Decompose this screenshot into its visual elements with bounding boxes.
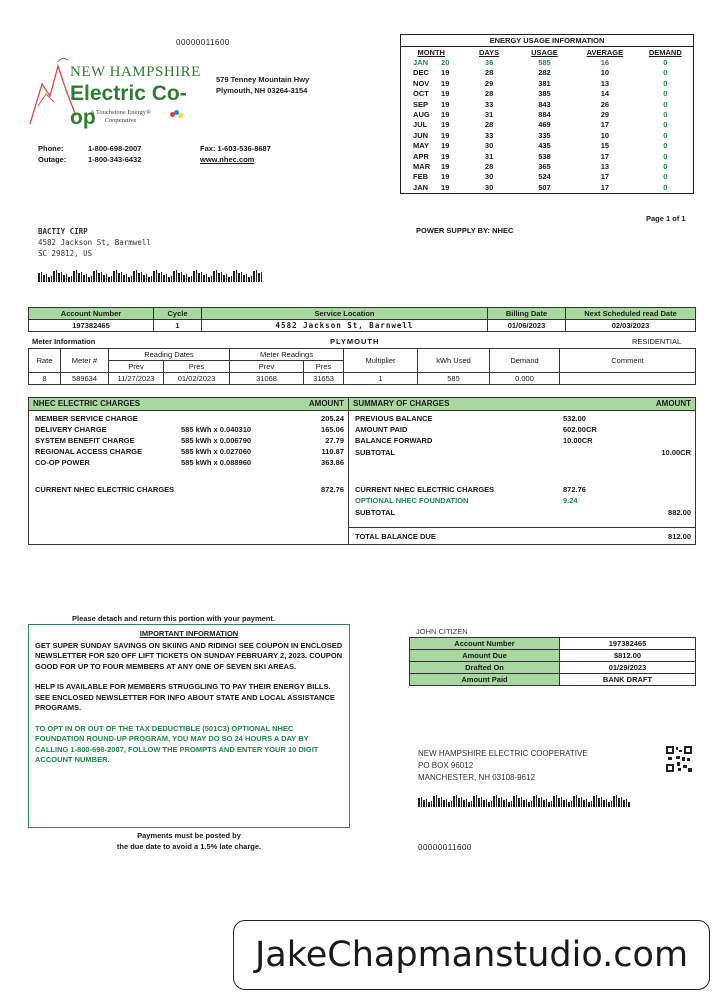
barcode-bar [191, 276, 193, 282]
barcode-bar [173, 271, 175, 282]
usage-title: ENERGY USAGE INFORMATION [401, 35, 693, 47]
barcode-bar [613, 796, 615, 807]
barcode-bar [83, 275, 85, 282]
remittance-row: Account Number 197382465 [410, 638, 696, 650]
barcode-bar [486, 799, 488, 807]
barcode-bar [248, 277, 250, 282]
logo-text-line2: Electric Co-op [70, 82, 187, 129]
barcode-bar [511, 801, 513, 807]
barcode-bar [53, 271, 55, 282]
barcode-bar [528, 802, 530, 807]
usage-row: FEB 19 30 524 17 0 [413, 172, 668, 182]
barcode-bar [108, 277, 110, 282]
service-location: 4582 Jackson St, Barnwell [202, 320, 488, 332]
usage-header-row: MONTH DAYS USAGE AVERAGE DEMAND [417, 48, 682, 57]
barcode-bar [226, 274, 228, 282]
remittance-row: Drafted On 01/29/2023 [410, 662, 696, 674]
barcode-bar [96, 270, 98, 282]
barcode-bar [231, 276, 233, 282]
barcode-bar [228, 277, 230, 282]
barcode-bar [438, 798, 440, 807]
barcode-bar [523, 800, 525, 807]
barcode-bar [513, 796, 515, 807]
logo-text-line1: NEW HAMPSHIRE [70, 64, 201, 80]
barcode-bar [571, 801, 573, 807]
nhec-charges: NHEC ELECTRIC CHARGES AMOUNT MEMBER SERVICE CHARGE 205.24 DELIVERY CHARGE 585 kWh x 0.040310 165.06 SYSTEM BENEFIT CHARGE 585 kWh x 0.006790 27.79 REGIONAL ACCESS CHARGE 585 kWh x 0.027060 110.87 CO-OP POWER 585 kWh x 0.088960 363.86 CURRENT NHEC ELECTRIC CHARGES 872.76 [29, 398, 349, 544]
usage-row: NOV 19 29 381 13 0 [413, 78, 668, 88]
barcode-bar [206, 274, 208, 282]
barcode-bar [566, 799, 568, 807]
barcode-bar [133, 271, 135, 282]
website-link[interactable]: www.nhec.com [200, 155, 255, 164]
barcode-bar [261, 272, 263, 282]
barcode-bar [153, 271, 155, 282]
charge-amount: 110.87 [321, 447, 344, 456]
barcode-bar [61, 272, 63, 282]
usage-row: JAN 20 36 585 16 0 [413, 58, 668, 67]
barcode-bar [461, 797, 463, 807]
barcode-bar [58, 273, 60, 282]
barcode-bar [136, 270, 138, 282]
barcode-bar [501, 797, 503, 807]
meter-table: Rate Meter # Reading Dates Meter Readings Multiplier kWh Used Demand Comment Prev Pres Prev Pres 8 589634 11/27/2023 01/02/2023 31068 31653 1 585 0.000 [28, 348, 696, 385]
barcode-bar [78, 273, 80, 282]
bottom-account-code: 00000011600 [418, 843, 472, 852]
barcode-bar [163, 275, 165, 282]
barcode-bar [93, 271, 95, 282]
barcode-bar [436, 795, 438, 807]
barcode-bar [423, 800, 425, 807]
barcode-bar [561, 797, 563, 807]
barcode-bar [223, 275, 225, 282]
barcode-bar [116, 270, 118, 282]
barcode-bar [253, 271, 255, 282]
charge-amount: 27.79 [325, 436, 344, 445]
barcode-bar [213, 271, 215, 282]
barcode-bar [583, 800, 585, 807]
barcode-bar [418, 798, 420, 807]
barcode-bar [188, 277, 190, 282]
barcode-bar [551, 801, 553, 807]
barcode-bar [616, 795, 618, 807]
charge-label: REGIONAL ACCESS CHARGE [35, 447, 143, 456]
barcode-bar [156, 270, 158, 282]
barcode-bar [451, 801, 453, 807]
qr-code-icon [666, 746, 692, 772]
barcode-bar [128, 277, 130, 282]
barcode-bar [86, 274, 88, 282]
barcode-bar [241, 272, 243, 282]
barcode-bar [456, 795, 458, 807]
barcode-bar [488, 802, 490, 807]
meter-info-label: Meter Information [32, 337, 96, 346]
barcode-bar [148, 277, 150, 282]
barcode-bar [556, 795, 558, 807]
barcode-bar [186, 274, 188, 282]
barcode-bar [541, 797, 543, 807]
barcode-bar [121, 272, 123, 282]
residential-label: RESIDENTIAL [632, 337, 682, 346]
barcode-bar [238, 273, 240, 282]
barcode-bar [256, 270, 258, 282]
barcode-bar [76, 270, 78, 282]
barcode-bar [46, 274, 48, 282]
barcode-bar [56, 270, 58, 282]
barcode-bar [208, 277, 210, 282]
barcode-bar [158, 273, 160, 282]
barcode-bar [111, 276, 113, 282]
logo-tagline: A Touchstone Energy® Cooperative [90, 109, 151, 124]
barcode-bar [548, 802, 550, 807]
usage-row: OCT 19 28 385 14 0 [413, 89, 668, 99]
barcode-bar [201, 272, 203, 282]
barcode-bar [558, 798, 560, 807]
barcode-bar [141, 272, 143, 282]
barcode-bar [73, 271, 75, 282]
barcode-bar [491, 801, 493, 807]
barcode-bar [608, 802, 610, 807]
barcode-bar [518, 798, 520, 807]
barcode-bar [428, 802, 430, 807]
barcode-bar [48, 277, 50, 282]
next-read-date: 02/03/2023 [566, 320, 696, 332]
barcode-bar [421, 797, 423, 807]
barcode-bar [233, 271, 235, 282]
barcode-bar [441, 797, 443, 807]
barcode-bar [598, 798, 600, 807]
energy-usage-table [400, 34, 694, 194]
barcode-bar [508, 802, 510, 807]
power-supply: POWER SUPPLY BY: NHEC [416, 226, 514, 235]
usage-row: SEP 19 33 843 26 0 [413, 99, 668, 109]
customer-barcode [38, 270, 262, 282]
barcode-bar [606, 799, 608, 807]
barcode-bar [478, 798, 480, 807]
barcode-bar [578, 798, 580, 807]
barcode-bar [553, 796, 555, 807]
barcode-bar [543, 800, 545, 807]
usage-row: JUN 19 33 335 10 0 [413, 130, 668, 140]
charge-amount: 205.24 [321, 414, 344, 423]
customer-address: BACTIY CIRP 4582 Jackson St, Barmwell SC 29812, US [38, 227, 151, 258]
return-barcode [418, 795, 630, 807]
remittance-row: Amount Due $812.00 [410, 650, 696, 662]
charge-amount: 165.06 [321, 425, 344, 434]
barcode-bar [166, 274, 168, 282]
barcode-bar [593, 796, 595, 807]
barcode-bar [178, 273, 180, 282]
company-address: 579 Tenney Mountain Hwy Plymouth, NH 03264-3154 [216, 75, 310, 95]
barcode-bar [466, 799, 468, 807]
barcode-bar [536, 795, 538, 807]
town-label: PLYMOUTH [330, 337, 380, 346]
barcode-bar [203, 275, 205, 282]
usage-row: AUG 19 31 884 29 0 [413, 110, 668, 120]
charge-detail: 585 kWh x 0.088960 [181, 458, 252, 467]
barcode-bar [106, 274, 108, 282]
total-balance-due: 812.00 [668, 532, 691, 541]
barcode-bar [91, 276, 93, 282]
barcode-bar [623, 800, 625, 807]
barcode-bar [211, 276, 213, 282]
barcode-bar [586, 799, 588, 807]
remittance-row: Amount Paid BANK DRAFT [410, 674, 696, 686]
barcode-bar [471, 801, 473, 807]
barcode-bar [443, 800, 445, 807]
barcode-bar [506, 799, 508, 807]
barcode-bar [68, 277, 70, 282]
charge-detail: 585 kWh x 0.027060 [181, 447, 252, 456]
barcode-bar [98, 273, 100, 282]
charge-detail: 585 kWh x 0.040310 [181, 425, 252, 434]
barcode-bar [161, 272, 163, 282]
barcode-bar [473, 796, 475, 807]
top-account-code: 00000011600 [176, 38, 230, 47]
meter-row: 8 589634 11/27/2023 01/02/2023 31068 31653 1 585 0.000 [29, 373, 696, 385]
barcode-bar [138, 273, 140, 282]
barcode-bar [611, 801, 613, 807]
charge-label: SYSTEM BENEFIT CHARGE [35, 436, 135, 445]
charges-section [28, 397, 696, 545]
barcode-bar [526, 799, 528, 807]
barcode-bar [236, 270, 238, 282]
barcode-bar [433, 796, 435, 807]
barcode-bar [476, 795, 478, 807]
barcode-bar [146, 274, 148, 282]
important-info-box: IMPORTANT INFORMATION GET SUPER SUNDAY SAVINGS ON SKIING AND RIDING! SEE COUPON IN ENCLOSED NEWSLETTER FOR $20 OFF LIFT TICKETS ON SUNDAY FEBRUARY 2, 2023. COUPON GOOD FOR UP TO FOUR MEMBERS AT ANY ONE OF SEVEN SKI AREAS. HELP IS AVAILABLE FOR MEMBERS STRUGGLING TO PAY THEIR ENERGY BILLS. SEE ENCLOSED NEWSLETTER FOR INFO ABOUT STATE AND LOCAL ASSISTANCE PROGRAMS. TO OPT IN OR OUT OF THE TAX DEDUCTIBLE (501C3) OPTIONAL NHEC FOUNDATION ROUND-UP PROGRAM, YOU MAY DO SO 24 HOURS A DAY BY CALLING 1-800-698-2007, FOLLOW THE PROMPTS AND ENTER YOUR 10 DIGIT ACCOUNT NUMBER. [28, 624, 350, 828]
barcode-bar [601, 797, 603, 807]
barcode-bar [123, 275, 125, 282]
barcode-bar [493, 796, 495, 807]
barcode-bar [483, 800, 485, 807]
watermark: JakeChapmanstudio.com [233, 920, 710, 990]
barcode-bar [171, 276, 173, 282]
barcode-bar [591, 801, 593, 807]
barcode-bar [546, 799, 548, 807]
usage-row: DEC 19 28 282 10 0 [413, 68, 668, 78]
barcode-bar [431, 801, 433, 807]
barcode-bar [66, 274, 68, 282]
barcode-bar [103, 275, 105, 282]
barcode-bar [198, 273, 200, 282]
summary-of-charges: SUMMARY OF CHARGES AMOUNT PREVIOUS BALANCE 532.00 AMOUNT PAID 602.00CR BALANCE FORWARD 10.00CR SUBTOTAL 10.00CR CURRENT NHEC ELECTRIC CHARGES 872.76 OPTIONAL NHEC FOUNDATION 9.24 SUBTOTAL 882.00 TOTAL BALANCE DUE 812.00 [349, 398, 695, 544]
page-number: Page 1 of 1 [646, 214, 686, 223]
barcode-bar [168, 277, 170, 282]
barcode-bar [51, 276, 53, 282]
barcode-bar [258, 273, 260, 282]
payer-name: JOHN CITIZEN [416, 627, 468, 636]
barcode-bar [126, 274, 128, 282]
barcode-bar [576, 795, 578, 807]
charge-label: MEMBER SERVICE CHARGE [35, 414, 138, 423]
current-charges-amount: 872.76 [321, 485, 344, 494]
contact-fax-web: Fax: 1-603-536-8687 www.nhec.com [200, 144, 271, 164]
usage-row: MAR 19 28 365 13 0 [413, 162, 668, 172]
usage-row: APR 19 31 538 17 0 [413, 151, 668, 161]
barcode-bar [468, 802, 470, 807]
touchstone-icon [170, 110, 184, 119]
barcode-bar [118, 273, 120, 282]
barcode-bar [101, 272, 103, 282]
barcode-bar [446, 799, 448, 807]
account-number: 197382465 [29, 320, 154, 332]
barcode-bar [573, 796, 575, 807]
barcode-bar [63, 275, 65, 282]
barcode-bar [183, 275, 185, 282]
barcode-bar [113, 271, 115, 282]
barcode-bar [448, 802, 450, 807]
barcode-bar [426, 799, 428, 807]
barcode-bar [481, 797, 483, 807]
barcode-bar [88, 277, 90, 282]
barcode-bar [216, 270, 218, 282]
barcode-bar [176, 270, 178, 282]
barcode-bar [131, 276, 133, 282]
barcode-bar [81, 272, 83, 282]
contact-phones: Phone: 1-800-698-2007 Outage: 1-800-343-6432 [38, 144, 142, 164]
barcode-bar [43, 275, 45, 282]
charge-detail: 585 kWh x 0.006790 [181, 436, 252, 445]
barcode-bar [193, 271, 195, 282]
barcode-bar [251, 276, 253, 282]
billing-date: 01/06/2023 [488, 320, 566, 332]
barcode-bar [603, 800, 605, 807]
barcode-bar [498, 798, 500, 807]
barcode-bar [221, 272, 223, 282]
charge-label: DELIVERY CHARGE [35, 425, 107, 434]
detach-note: Please detach and return this portion with your payment. [72, 614, 275, 623]
usage-row: JUL 19 28 469 17 0 [413, 120, 668, 130]
barcode-bar [596, 795, 598, 807]
barcode-bar [243, 275, 245, 282]
remittance-table [409, 637, 696, 686]
company-logo [28, 52, 208, 128]
barcode-bar [538, 798, 540, 807]
barcode-bar [588, 802, 590, 807]
barcode-bar [533, 796, 535, 807]
barcode-bar [621, 797, 623, 807]
usage-row: MAY 19 30 435 15 0 [413, 141, 668, 151]
usage-row: JAN 19 30 507 17 0 [413, 182, 668, 192]
barcode-bar [581, 797, 583, 807]
barcode-bar [618, 798, 620, 807]
barcode-bar [453, 796, 455, 807]
charge-label: CO-OP POWER [35, 458, 90, 467]
barcode-bar [71, 276, 73, 282]
barcode-bar [458, 798, 460, 807]
return-address: NEW HAMPSHIRE ELECTRIC COOPERATIVE PO BOX 96012 MANCHESTER, NH 03108-9612 [418, 749, 588, 782]
barcode-bar [196, 270, 198, 282]
barcode-bar [496, 795, 498, 807]
barcode-bar [531, 801, 533, 807]
barcode-bar [628, 802, 630, 807]
charge-amount: 363.86 [321, 458, 344, 467]
barcode-bar [181, 272, 183, 282]
barcode-bar [218, 273, 220, 282]
barcode-bar [151, 276, 153, 282]
barcode-bar [463, 800, 465, 807]
barcode-bar [516, 795, 518, 807]
late-charge-note: Payments must be posted by the due date to avoid a 1.5% late charge. [116, 831, 262, 851]
barcode-bar [521, 797, 523, 807]
barcode-bar [143, 275, 145, 282]
barcode-bar [503, 800, 505, 807]
barcode-bar [38, 273, 40, 282]
barcode-bar [626, 799, 628, 807]
barcode-bar [246, 274, 248, 282]
barcode-bar [568, 802, 570, 807]
barcode-bar [563, 800, 565, 807]
barcode-bar [41, 272, 43, 282]
account-info-table: Account Number Cycle Service Location Billing Date Next Scheduled read Date 197382465 1 4582 Jackson St, Barnwell 01/06/2023 02/03/2023 [28, 307, 696, 332]
